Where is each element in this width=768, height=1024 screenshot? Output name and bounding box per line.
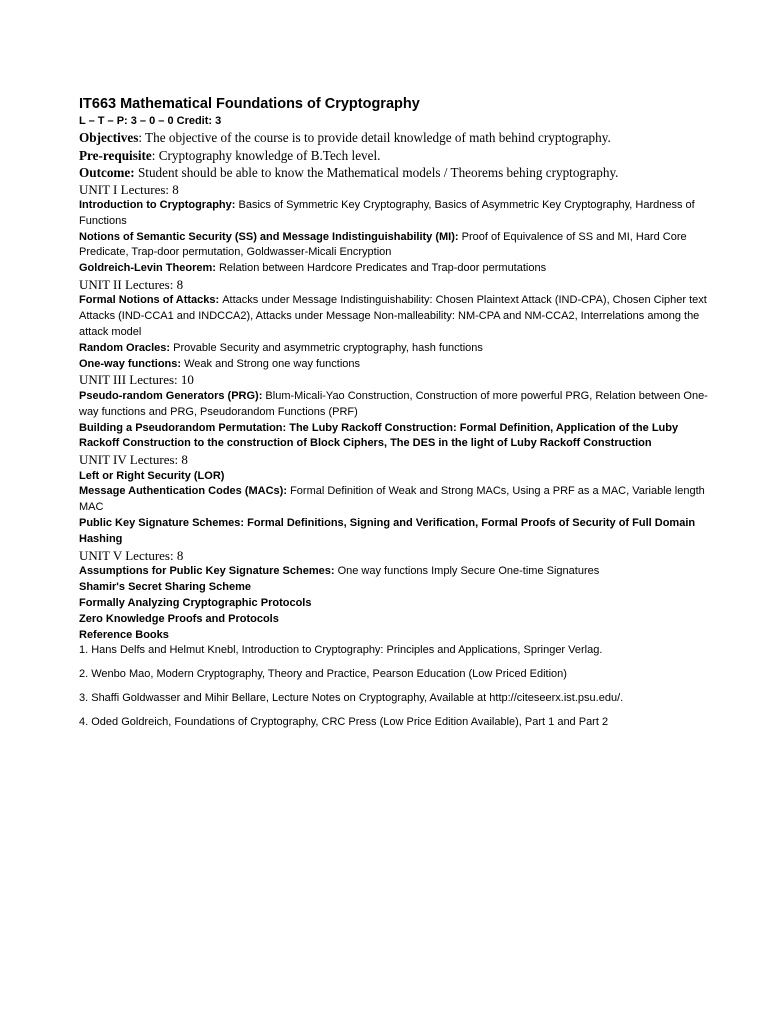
outcome-text: Student should be able to know the Mathematical models / Theorems behing cryptography. [134, 165, 619, 180]
unit-heading: UNIT III Lectures: 10 [79, 372, 194, 388]
topic-item [79, 261, 708, 277]
topic-description: Attacks under Message Indistinguishability: Chosen Plaintext Attack (IND-CPA), Chosen Cipher text Attacks (IND-CCA1 and INDCCA2), Attacks under Message Non-malleability: NM-CPA and NM-CCA2, Interrelations among the attack model [79, 294, 707, 339]
units-list [79, 182, 708, 628]
outcome [79, 164, 708, 182]
topic-title: Notions of Semantic Security (SS) and Message Indistinguishability (MI): [79, 230, 462, 243]
topic-title: Building a Pseudorandom Permutation: The Luby Rackoff Construction: Formal Definition, Application of the Luby Rackoff Construction to the construction of Block Ciphers, The DES in the light of Luby Rackoff Construction [79, 421, 679, 450]
topic-item [79, 293, 708, 340]
topic-item [79, 596, 708, 612]
topic-title: Formal Notions of Attacks: [79, 294, 223, 307]
topic-title: Left or Right Security (LOR) [79, 469, 225, 482]
topic-item [79, 389, 708, 421]
prerequisite-label: Pre-requisite [79, 147, 152, 163]
prerequisite-text: : Cryptography knowledge of B.Tech level. [151, 147, 381, 163]
reference-item: 2. Wenbo Mao, Modern Cryptography, Theory and Practice, Pearson Education (Low Priced Edition) [79, 668, 567, 681]
topic-item [79, 580, 708, 596]
topic-title: Zero Knowledge Proofs and Protocols [79, 612, 279, 625]
topic-title: Random Oracles: [79, 341, 174, 354]
reference-item: 1. Hans Delfs and Helmut Knebl, Introduction to Cryptography: Principles and Applications, Springer Verlag. [79, 644, 603, 657]
course-title: IT663 Mathematical Foundations of Cryptography [79, 96, 420, 112]
topic-description: Relation between Hardcore Predicates and Trap-door permutations [218, 262, 547, 275]
topic-title: Assumptions for Public Key Signature Schemes: [79, 565, 338, 578]
topic-item [79, 484, 708, 516]
outcome-label: Outcome: [79, 165, 135, 180]
topic-description: Blum-Micali-Yao Construction, Construction of more powerful PRG, Relation between One-way functions and PRG, Pseudorandom Functions (PRF) [79, 389, 708, 418]
unit-heading: UNIT IV Lectures: 8 [79, 452, 188, 468]
objectives-text: : The objective of the course is to provide detail knowledge of math behind cryptography. [138, 130, 611, 145]
prerequisite [79, 147, 708, 165]
topic-item [79, 564, 708, 580]
topic-title: Message Authentication Codes (MACs): [79, 485, 291, 498]
topic-title: Formally Analyzing Cryptographic Protocols [79, 596, 312, 609]
topic-item [79, 198, 708, 230]
topic-item [79, 341, 708, 357]
topic-description: Weak and Strong one way functions [184, 357, 361, 370]
course-meta: L – T – P: 3 – 0 – 0 Credit: 3 [79, 115, 222, 127]
topic-title: One-way functions: [79, 357, 185, 370]
topic-description: Basics of Symmetric Key Cryptography, Basics of Asymmetric Key Cryptography, Hardness of Functions [79, 199, 695, 227]
topic-item [79, 421, 708, 453]
topic-title: Introduction to Cryptography: [79, 199, 239, 211]
reference-item: 3. Shaffi Goldwasser and Mihir Bellare, Lecture Notes on Cryptography, Available at http://citeseerx.ist.psu.edu/. [79, 691, 624, 704]
topic-item [79, 469, 708, 485]
topic-title: Goldreich-Levin Theorem: [79, 262, 219, 275]
topic-item [79, 516, 708, 548]
topic-title: Pseudo-random Generators (PRG): [79, 389, 266, 402]
topic-description: Formal Definition of Weak and Strong MACs, Using a PRF as a MAC, Variable length MAC [79, 485, 705, 514]
unit-heading: UNIT II Lectures: 8 [79, 276, 184, 292]
references-heading: Reference Books [79, 629, 169, 642]
topic-item [79, 357, 708, 373]
objectives-label: Objectives [79, 130, 139, 145]
topic-title: Public Key Signature Schemes: Formal Definitions, Signing and Verification, Formal Proofs of Security of Full Domain Hashing [79, 517, 696, 545]
topic-description: Proof of Equivalence of SS and MI, Hard Core Predicate, Trap-door permutation, Goldwasser-Micali Encryption [79, 230, 687, 259]
reference-item: 4. Oded Goldreich, Foundations of Cryptography, CRC Press (Low Price Edition Available), Part 1 and Part 2 [79, 715, 609, 728]
unit-heading: UNIT I Lectures: 8 [79, 181, 179, 197]
topic-description: Provable Security and asymmetric cryptography, hash functions [173, 341, 483, 354]
topic-item [79, 230, 708, 262]
topic-title: Shamir's Secret Sharing Scheme [79, 580, 251, 593]
topic-item [79, 612, 708, 628]
unit-heading: UNIT V Lectures: 8 [79, 547, 184, 563]
objectives [79, 129, 708, 147]
topic-description: One way functions Imply Secure One-time Signatures [337, 565, 600, 578]
references-list [79, 643, 708, 730]
